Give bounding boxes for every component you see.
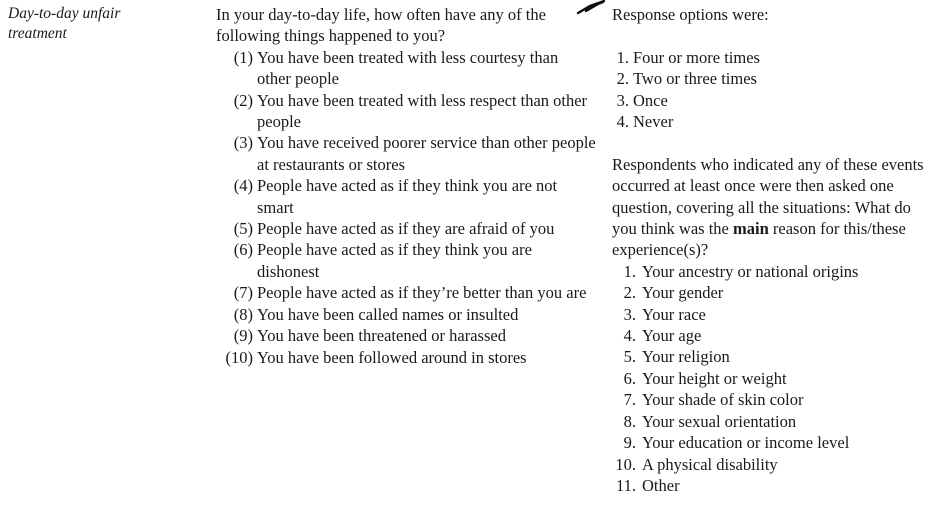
section-label (8, 4, 198, 44)
list-item (612, 475, 937, 496)
item-number: (1) (233, 47, 253, 67)
reason-text: Your shade of skin color (642, 390, 804, 410)
list-item (612, 368, 937, 389)
reason-text: Other (642, 475, 680, 495)
option-number: 2. (616, 69, 629, 89)
list-item (612, 68, 937, 89)
reason-number: 5. (623, 347, 636, 367)
list-item (612, 325, 937, 346)
list-item (216, 347, 596, 368)
reason-text: Your height or weight (642, 368, 787, 388)
reason-text: Your age (642, 326, 702, 346)
item-text: People have acted as if they’re better than you are (257, 283, 587, 303)
list-item (216, 325, 596, 346)
option-text: Never (633, 112, 674, 132)
reason-text: Your ancestry or national origins (642, 261, 859, 281)
list-item (216, 175, 596, 218)
item-text: You have been followed around in stores (257, 347, 527, 367)
reason-number: 11. (615, 475, 636, 495)
reason-number: 10. (615, 454, 636, 474)
question-items (216, 47, 596, 368)
list-item (612, 282, 937, 303)
question-intro: In your day-to-day life, how often have any of the following things happened to you? (216, 5, 546, 46)
item-text: You have been called names or insulted (257, 304, 519, 324)
question-column (216, 4, 596, 368)
list-item (612, 454, 937, 475)
followup-text-end: reason for this/these experience(s)? (612, 219, 906, 260)
option-number: 4. (616, 112, 629, 132)
item-text: People have acted as if they are afraid of you (257, 219, 555, 239)
list-item (612, 111, 937, 132)
list-item (216, 132, 596, 175)
reason-number: 4. (623, 326, 636, 346)
followup-text: Respondents who indicated any of these events occurred at least once were then asked one question, covering all the situations: What do you think was the (612, 154, 924, 239)
item-text: People have acted as if they think you are not smart (257, 176, 558, 217)
list-item (216, 90, 596, 133)
option-number: 3. (616, 90, 629, 110)
reason-options (612, 261, 937, 496)
reason-number: 7. (623, 390, 636, 410)
list-item (612, 90, 937, 111)
item-text: You have been threatened or harassed (257, 326, 506, 346)
reason-number: 2. (623, 283, 636, 303)
item-number: (10) (225, 347, 253, 367)
reason-text: Your gender (642, 283, 724, 303)
followup-emphasis: main (733, 219, 769, 239)
list-item (216, 282, 596, 303)
reason-text: Your race (642, 304, 706, 324)
item-number: (4) (233, 176, 253, 196)
list-item (216, 304, 596, 325)
list-item (612, 261, 937, 282)
item-number: (9) (233, 326, 253, 346)
reason-number: 1. (623, 261, 636, 281)
followup-question (612, 154, 937, 261)
reason-number: 9. (623, 433, 636, 453)
list-item (612, 304, 937, 325)
reason-number: 8. (623, 411, 636, 431)
option-text: Once (633, 90, 668, 110)
list-item (216, 218, 596, 239)
reason-text: Your sexual orientation (642, 411, 797, 431)
item-number: (2) (233, 90, 253, 110)
list-item (612, 389, 937, 410)
reason-text: A physical disability (642, 454, 778, 474)
section-label-line2: treatment (8, 25, 67, 42)
list-item (612, 346, 937, 367)
spacer (612, 132, 937, 153)
reason-number: 6. (623, 368, 636, 388)
item-text: People have acted as if they think you are dishonest (257, 240, 532, 281)
option-text: Two or three times (633, 69, 757, 89)
item-number: (8) (233, 304, 253, 324)
list-item (216, 239, 596, 282)
list-item (612, 411, 937, 432)
item-text: You have been treated with less courtesy than other people (257, 47, 559, 89)
reason-text: Your education or income level (642, 433, 850, 453)
item-number: (7) (233, 283, 253, 303)
reason-number: 3. (623, 304, 636, 324)
item-text: You have received poorer service than other people at restaurants or stores (257, 133, 596, 174)
responses-heading: Response options were: (612, 5, 769, 24)
list-item (216, 47, 596, 90)
responses-column (612, 4, 937, 496)
list-item (612, 432, 937, 453)
item-number: (5) (233, 219, 253, 239)
item-number: (3) (233, 133, 253, 153)
response-options (612, 47, 937, 133)
option-number: 1. (616, 47, 629, 67)
option-text: Four or more times (633, 47, 760, 67)
spacer (612, 25, 937, 46)
reason-text: Your religion (642, 347, 730, 367)
list-item (612, 47, 937, 68)
section-label-line1: Day-to-day unfair (8, 5, 121, 22)
item-text: You have been treated with less respect than other people (257, 90, 588, 132)
item-number: (6) (233, 240, 253, 260)
